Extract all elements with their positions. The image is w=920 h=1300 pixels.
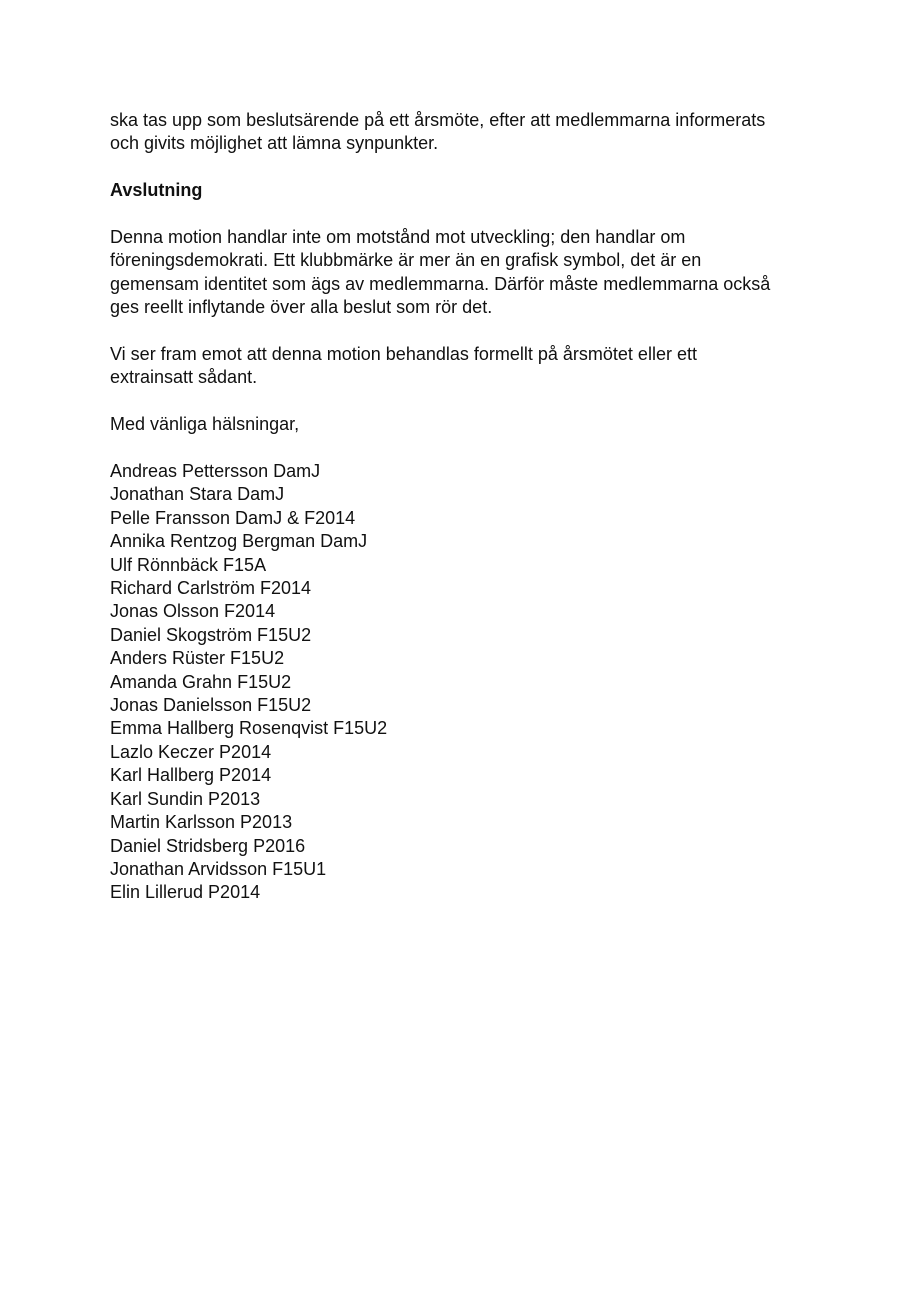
signatory-name: Ulf Rönnbäck F15A <box>110 554 267 575</box>
signatory-name: Annika Rentzog Bergman DamJ <box>110 531 368 552</box>
paragraph-spacer <box>110 203 810 226</box>
intro-line: och givits möjlighet att lämna synpunkter. <box>110 133 439 154</box>
closing-paragraph <box>110 226 810 320</box>
closing-heading: Avslutning <box>110 180 203 201</box>
signatory-name: Jonas Olsson F2014 <box>110 601 276 622</box>
paragraph-spacer <box>110 156 810 179</box>
signatory-name: Anders Rüster F15U2 <box>110 648 285 669</box>
signatory-name: Karl Hallberg P2014 <box>110 765 272 786</box>
signatory-name: Emma Hallberg Rosenqvist F15U2 <box>110 718 388 739</box>
request-line: extrainsatt sådant. <box>110 367 258 388</box>
document-page <box>110 109 810 905</box>
signatory-name: Jonathan Stara DamJ <box>110 484 285 505</box>
signatory-name: Lazlo Keczer P2014 <box>110 741 272 762</box>
closing-line: föreningsdemokrati. Ett klubbmärke är mer än en grafisk symbol, det är en <box>110 250 702 271</box>
closing-line: gemensam identitet som ägs av medlemmarna. Därför måste medlemmarna också <box>110 273 771 294</box>
signatory-name: Richard Carlström F2014 <box>110 578 312 599</box>
intro-line: ska tas upp som beslutsärende på ett årsmöte, efter att medlemmarna informerats <box>110 110 766 130</box>
paragraph-spacer <box>110 437 810 460</box>
signatory-name: Elin Lillerud P2014 <box>110 882 261 903</box>
request-paragraph <box>110 343 810 390</box>
signatory-name: Daniel Skogström F15U2 <box>110 624 312 645</box>
signatory-name: Daniel Stridsberg P2016 <box>110 835 306 856</box>
signatory-name: Jonathan Arvidsson F15U1 <box>110 858 327 879</box>
paragraph-spacer <box>110 320 810 343</box>
closing-line: Denna motion handlar inte om motstånd mot utveckling; den handlar om <box>110 227 686 247</box>
closing-line: ges reellt inflytande över alla beslut som rör det. <box>110 297 493 318</box>
signatory-name: Amanda Grahn F15U2 <box>110 671 292 692</box>
signatory-list <box>110 460 810 905</box>
signatory-name: Andreas Pettersson DamJ <box>110 461 321 482</box>
intro-paragraph <box>110 109 810 156</box>
greeting: Med vänliga hälsningar, <box>110 414 300 435</box>
signatory-name: Karl Sundin P2013 <box>110 788 261 809</box>
signatory-name: Jonas Danielsson F15U2 <box>110 695 312 716</box>
paragraph-spacer <box>110 390 810 413</box>
signatory-name: Martin Karlsson P2013 <box>110 812 293 833</box>
request-line: Vi ser fram emot att denna motion behandlas formellt på årsmötet eller ett <box>110 344 697 365</box>
signatory-name: Pelle Fransson DamJ & F2014 <box>110 507 356 528</box>
